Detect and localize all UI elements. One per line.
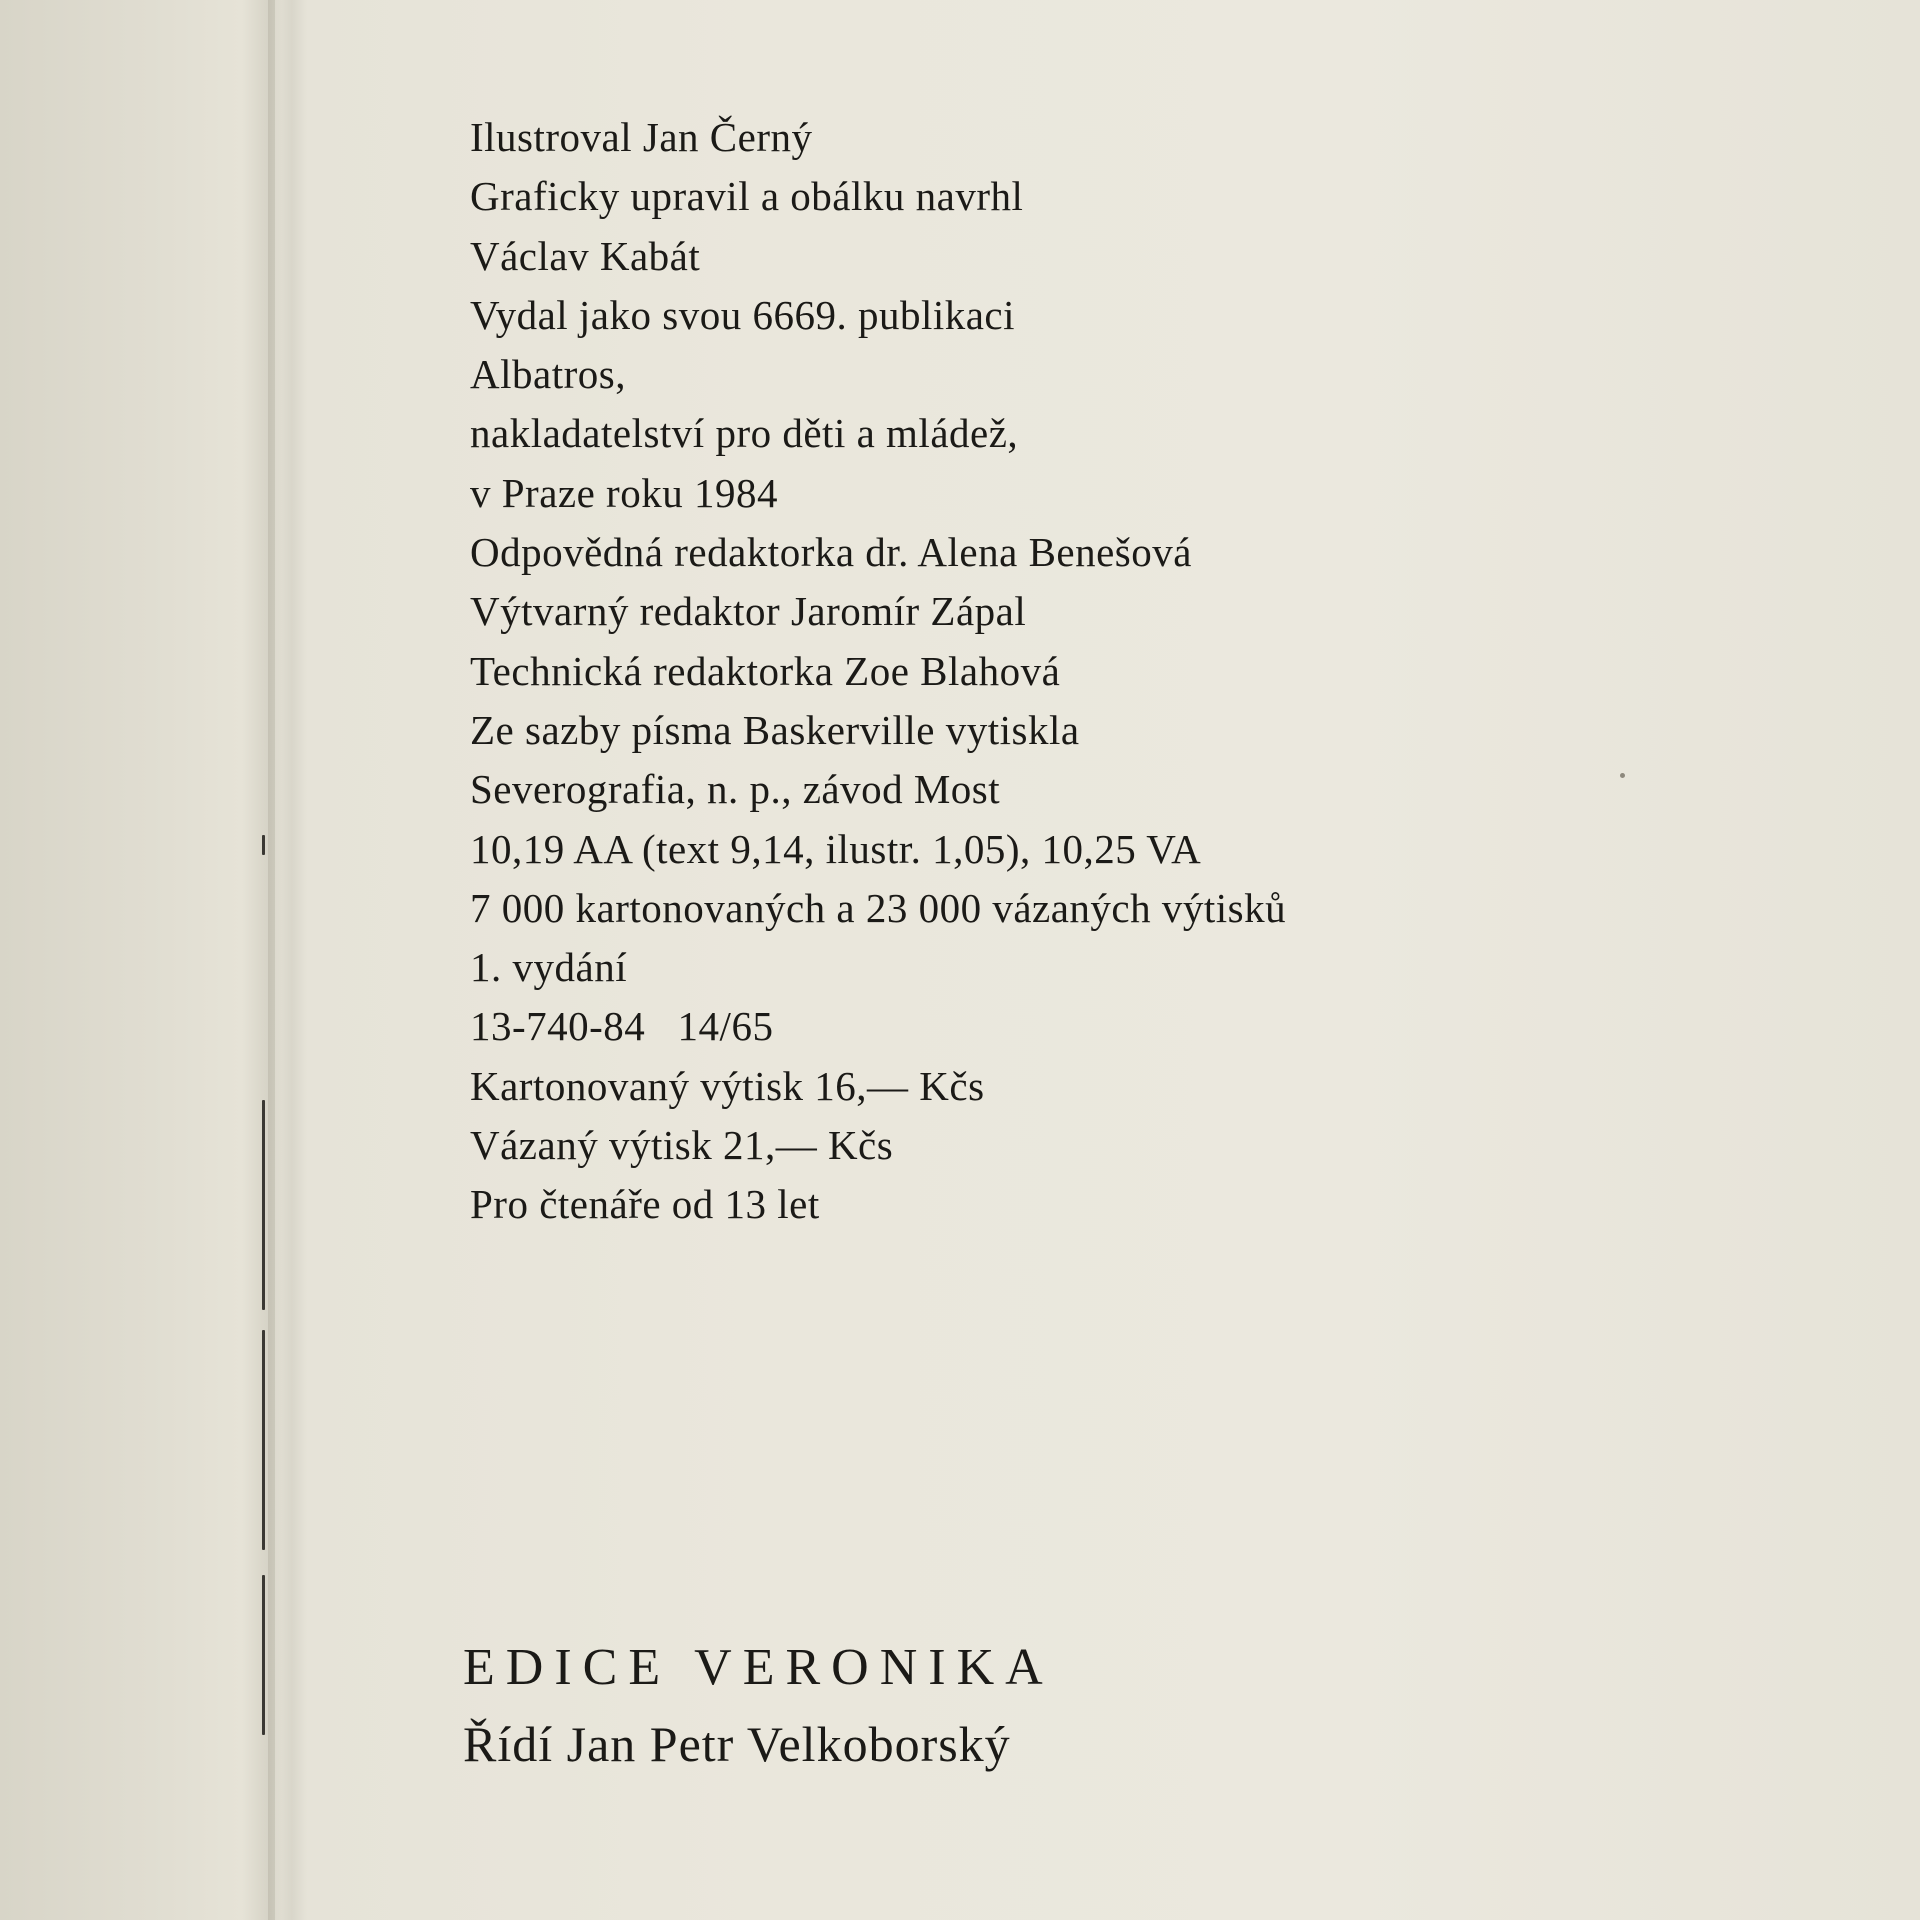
left-page-edge xyxy=(0,0,275,1920)
imprint-line: Ze sazby písma Baskerville vytiskla xyxy=(470,706,1080,753)
imprint-line: Odpovědná redaktorka dr. Alena Benešová xyxy=(470,529,1192,576)
imprint-line: Kartonovaný výtisk 16,— Kčs xyxy=(470,1062,985,1109)
imprint-line: v Praze roku 1984 xyxy=(470,469,778,516)
imprint-block xyxy=(470,108,1286,1235)
imprint-line: Albatros, xyxy=(470,351,626,398)
imprint-line: Vázaný výtisk 21,— Kčs xyxy=(470,1122,894,1169)
imprint-line: Technická redaktorka Zoe Blahová xyxy=(470,647,1061,694)
imprint-line: Vydal jako svou 6669. publikaci xyxy=(470,291,1016,338)
binding-stitch xyxy=(262,1330,265,1550)
imprint-line: Pro čtenáře od 13 let xyxy=(470,1181,820,1228)
imprint-line: Výtvarný redaktor Jaromír Zápal xyxy=(470,588,1027,635)
imprint-line: 10,19 AA (text 9,14, ilustr. 1,05), 10,25 VA xyxy=(470,825,1202,872)
binding-stitch xyxy=(262,835,265,855)
imprint-line: Václav Kabát xyxy=(470,232,701,279)
imprint-line: 7 000 kartonovaných a 23 000 vázaných výtisků xyxy=(470,884,1287,931)
edition-block xyxy=(463,1628,1054,1780)
binding-stitch xyxy=(262,1100,265,1310)
imprint-line: nakladatelství pro děti a mládež, xyxy=(470,410,1019,457)
imprint-line: 13-740-84 14/65 xyxy=(470,1003,774,1050)
edition-editor: Řídí Jan Petr Velkoborský xyxy=(463,1716,1011,1772)
imprint-line: 1. vydání xyxy=(470,944,628,991)
imprint-line: Severografia, n. p., závod Most xyxy=(470,766,1001,813)
imprint-line: Ilustroval Jan Černý xyxy=(470,114,813,160)
paper-speck xyxy=(1620,773,1625,778)
binding-stitch xyxy=(262,1575,265,1735)
imprint-line: Graficky upravil a obálku navrhl xyxy=(470,173,1024,220)
book-gutter xyxy=(268,0,282,1920)
edition-title: EDICE VERONIKA xyxy=(463,1639,1054,1696)
